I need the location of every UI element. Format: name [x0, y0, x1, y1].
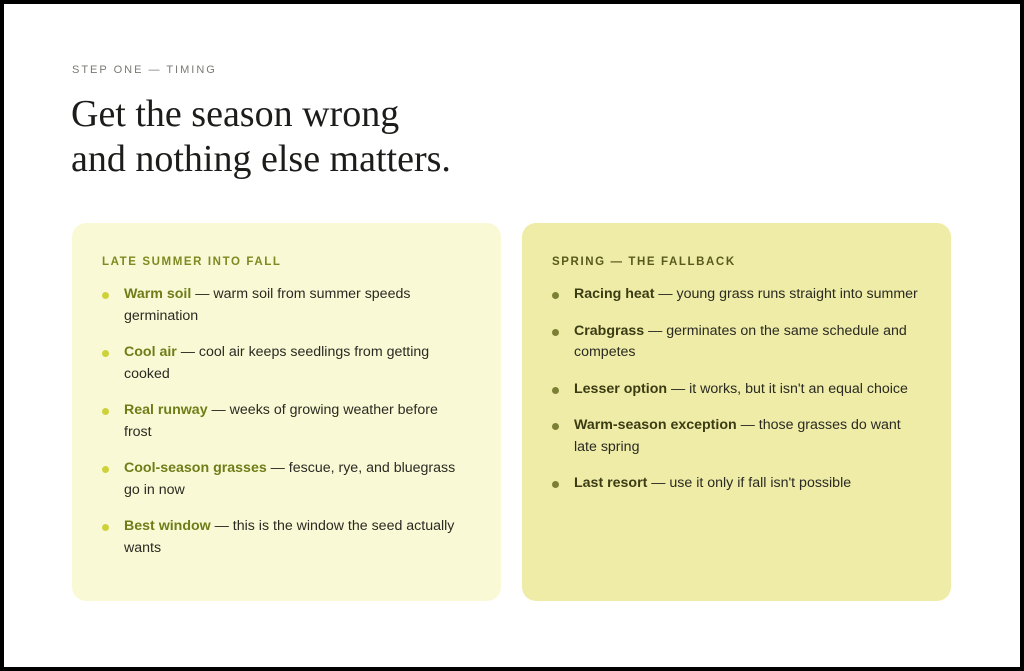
card-late-summer-into-fall: [72, 223, 501, 601]
list-item: [102, 516, 469, 559]
item-term: Crabgrass: [574, 322, 645, 339]
item-text: — it works, but it isn't an equal choice: [667, 380, 908, 397]
item-term: Cool-season grasses: [124, 460, 267, 476]
item-term: Warm soil: [124, 286, 192, 302]
bullet-dot-icon: [552, 292, 559, 299]
item-term: Racing heat: [574, 286, 655, 302]
list-item: [102, 458, 469, 501]
page-title-line-2: and nothing else matters.: [71, 138, 451, 180]
item-text: — use it only if fall isn't possible: [647, 475, 852, 491]
item-text: — germinates on the same schedule and competes: [574, 322, 907, 360]
item-term: Lesser option: [574, 380, 668, 397]
card-title: LATE SUMMER INTO FALL: [102, 256, 282, 268]
section-eyebrow: STEP ONE — TIMING: [72, 64, 217, 76]
item-text: — those grasses do want late spring: [574, 417, 901, 455]
list-item: [552, 473, 919, 495]
bullet-dot-icon: [102, 466, 109, 473]
item-text: — warm soil from summer speeds germination: [124, 286, 411, 324]
item-text: — young grass runs straight into summer: [654, 286, 918, 302]
page-title: [71, 92, 591, 182]
item-term: Real runway: [124, 402, 208, 418]
bullet-dot-icon: [102, 524, 109, 531]
item-term: Warm-season exception: [574, 417, 737, 433]
bullet-dot-icon: [102, 350, 109, 357]
list-item: [102, 400, 469, 443]
bullet-dot-icon: [102, 408, 109, 415]
bullet-dot-icon: [552, 423, 559, 430]
bullet-list: [552, 284, 921, 495]
list-item: [552, 379, 919, 401]
list-item: [102, 342, 469, 385]
card-title: SPRING — THE FALLBACK: [552, 256, 736, 268]
item-text: — fescue, rye, and bluegrass go in now: [124, 460, 456, 498]
bullet-dot-icon: [552, 387, 559, 394]
bullet-dot-icon: [552, 329, 559, 336]
card-spring-the-fallback: [522, 223, 951, 601]
item-text: — this is the window the seed actually wants: [124, 518, 455, 556]
bullet-list: [102, 284, 471, 559]
bullet-dot-icon: [552, 481, 559, 488]
list-item: [552, 321, 919, 364]
item-text: — cool air keeps seedlings from getting cooked: [124, 344, 430, 382]
list-item: [102, 284, 469, 327]
item-term: Best window: [124, 518, 211, 534]
page-title-line-1: Get the season wrong: [71, 93, 400, 135]
list-item: [552, 415, 919, 458]
bullet-dot-icon: [102, 292, 109, 299]
list-item: [552, 284, 919, 306]
page-frame: [4, 4, 1020, 667]
item-text: — weeks of growing weather before frost: [124, 402, 438, 440]
item-term: Last resort: [574, 475, 648, 491]
item-term: Cool air: [124, 344, 177, 360]
